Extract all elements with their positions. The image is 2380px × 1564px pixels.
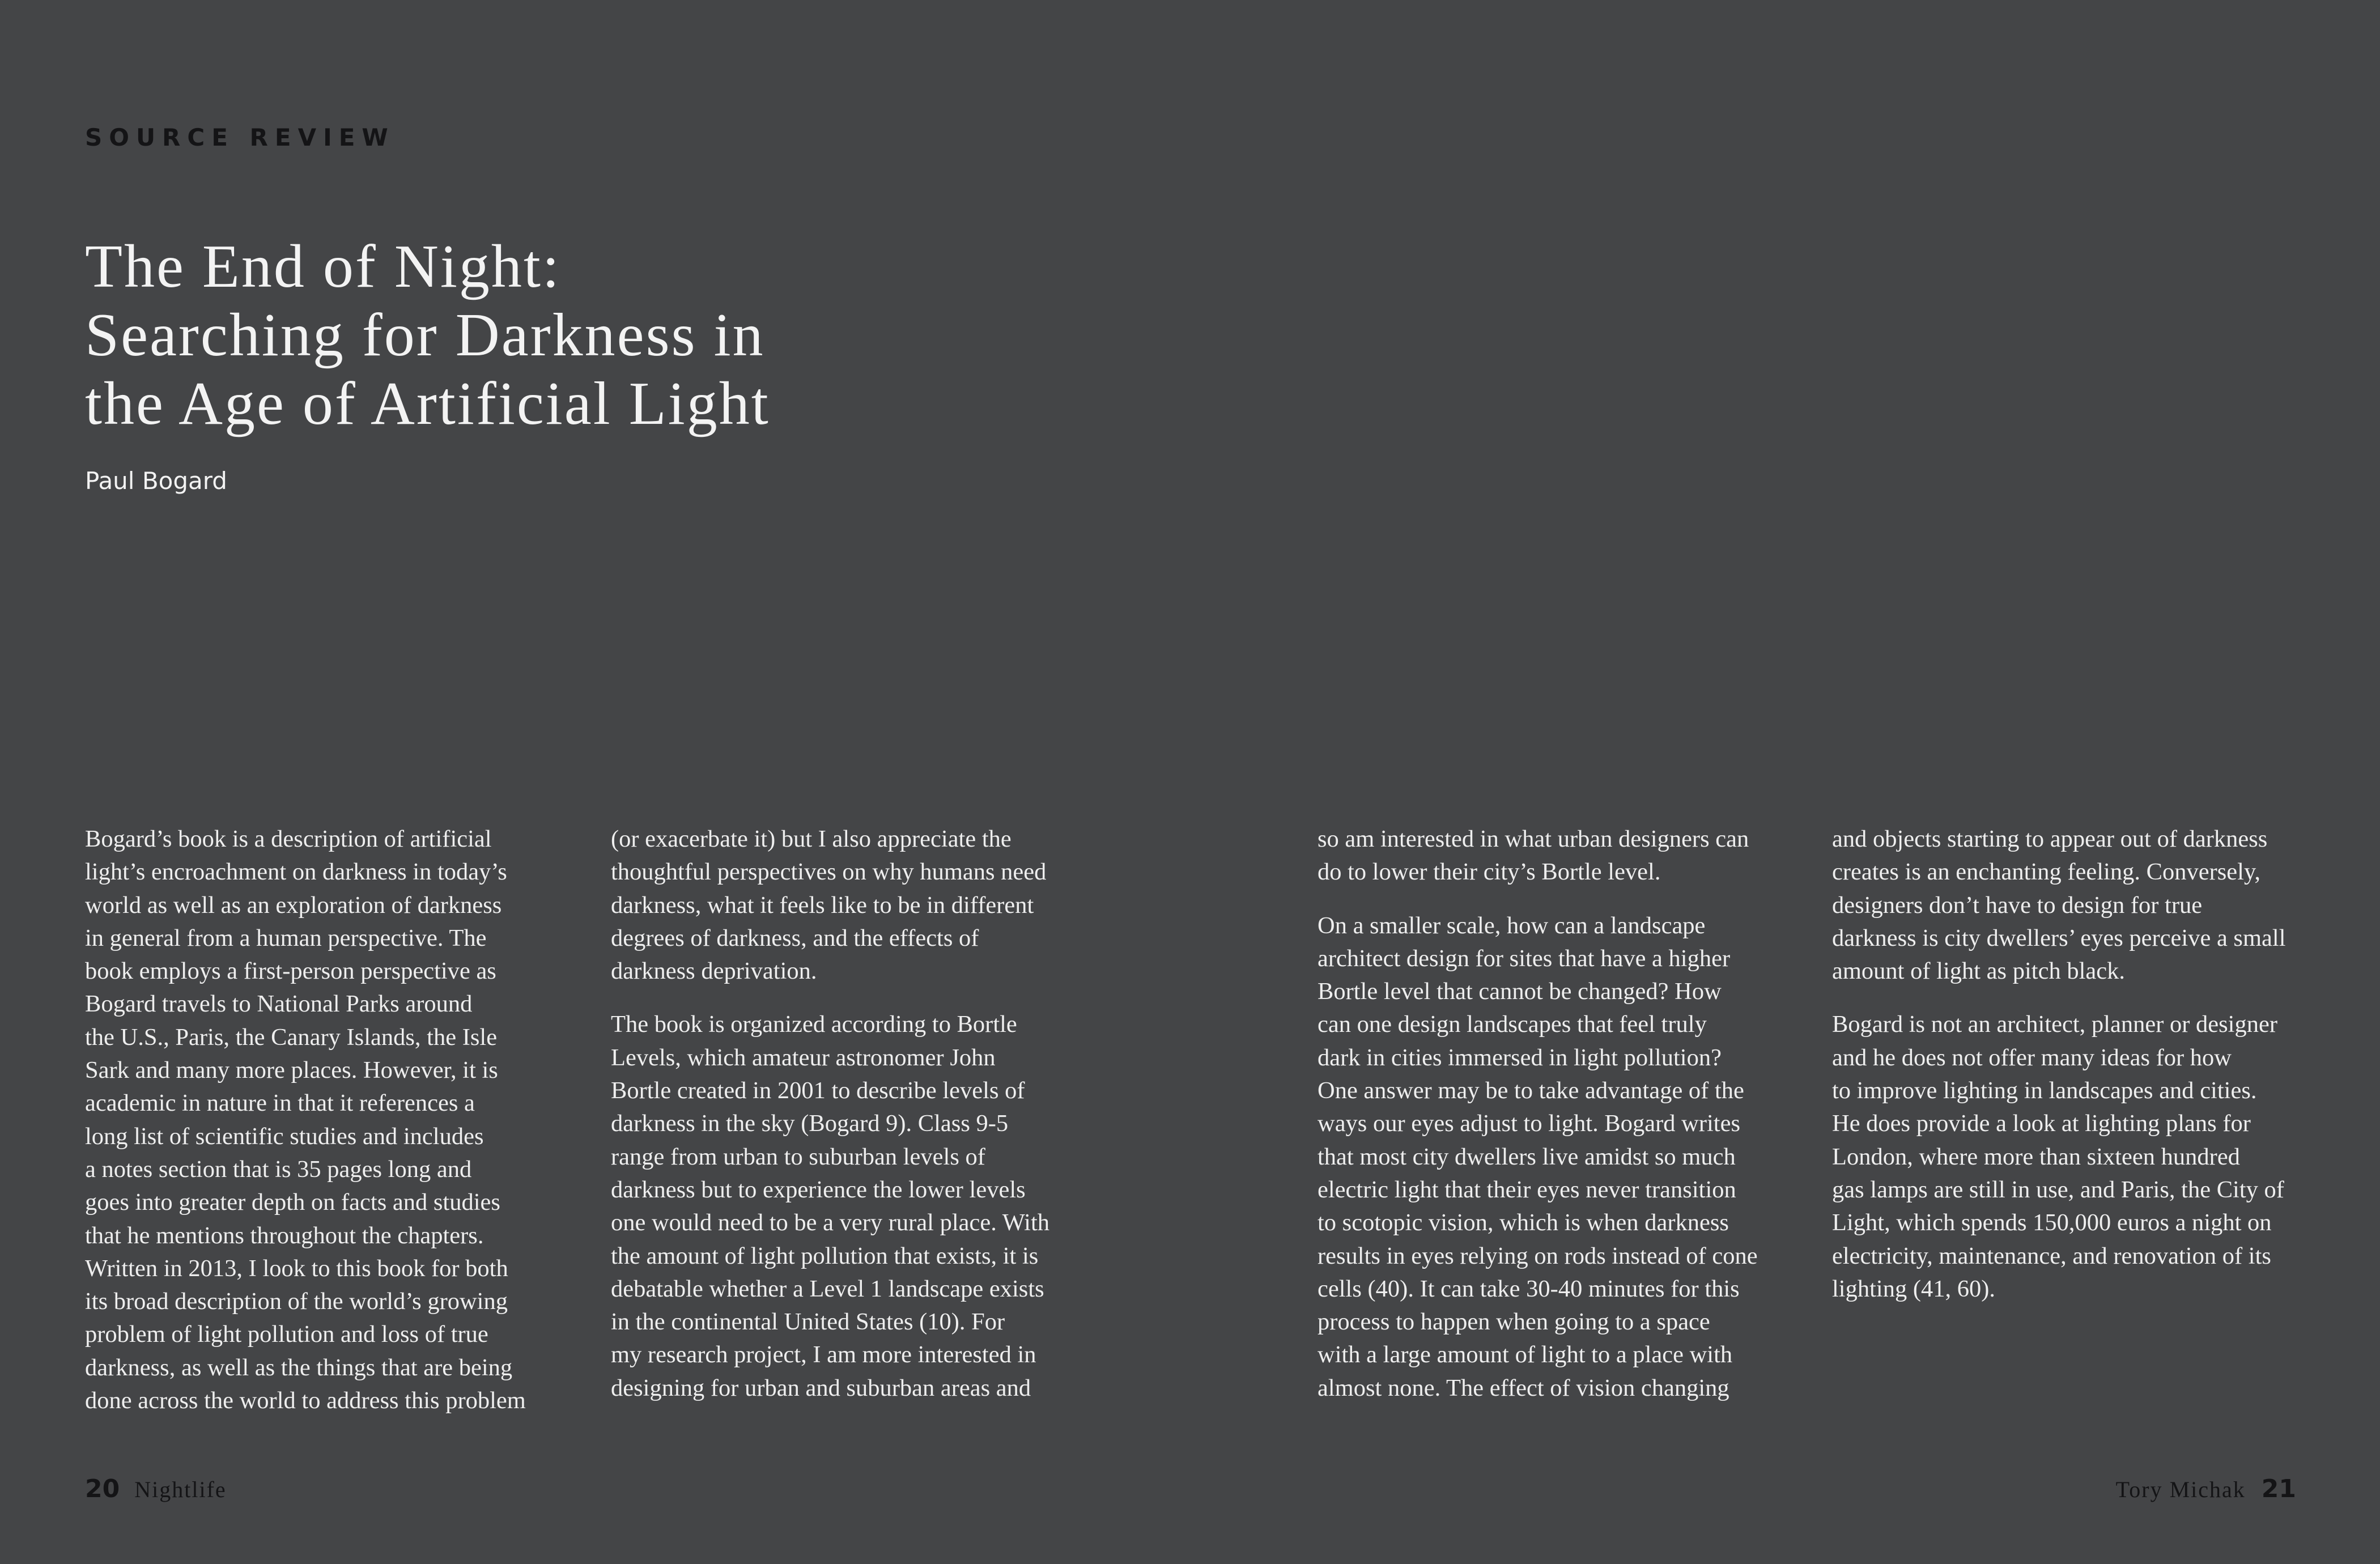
section-kicker: SOURCE REVIEW — [85, 124, 395, 151]
text-column-2 — [611, 823, 1064, 1425]
text-line: that most city dwellers live amidst so much — [1318, 1143, 1736, 1170]
text-line: the U.S., Paris, the Canary Islands, the Isle — [85, 1023, 498, 1051]
text-line: darkness in the sky (Bogard 9). Class 9-5 — [611, 1110, 1009, 1137]
text-line: (or exacerbate it) but I also appreciate the — [611, 826, 1012, 852]
page-number-right: 21 — [2261, 1474, 2296, 1503]
footer-right — [2116, 1474, 2296, 1503]
text-column-4 — [1832, 823, 2285, 1326]
text-line: electricity, maintenance, and renovation of its — [1832, 1242, 2271, 1269]
author-credit: Tory Michak — [2115, 1477, 2246, 1502]
text-line: Bogard is not an architect, planner or designer — [1832, 1011, 2277, 1038]
text-line: thoughtful perspectives on why humans need — [611, 858, 1047, 886]
article-title — [85, 232, 935, 438]
text-line: darkness is city dwellers’ eyes perceive a small — [1832, 924, 2286, 951]
text-line: in general from a human perspective. The — [85, 924, 487, 951]
text-line: to improve lighting in landscapes and cities. — [1832, 1077, 2257, 1104]
text-line: designers don’t have to design for true — [1832, 891, 2203, 919]
text-line: process to happen when going to a space — [1318, 1308, 1710, 1336]
text-line: On a smaller scale, how can a landscape — [1318, 912, 1706, 939]
paragraph — [611, 823, 1064, 988]
text-line: Bogard’s book is a description of artificial — [85, 826, 492, 852]
text-line: book employs a first-person perspective as — [85, 958, 496, 985]
text-line: academic in nature in that it references a — [85, 1090, 475, 1117]
text-line: darkness, what it feels like to be in different — [611, 891, 1034, 919]
text-line: results in eyes relying on rods instead of cone — [1318, 1242, 1758, 1269]
paragraph — [1318, 823, 1771, 889]
text-line: Light, which spends 150,000 euros a night on — [1832, 1209, 2272, 1236]
text-line: one would need to be a very rural place. With — [611, 1209, 1050, 1236]
text-line: world as well as an exploration of darkness — [85, 891, 502, 919]
text-line: do to lower their city’s Bortle level. — [1318, 858, 1661, 886]
text-line: debatable whether a Level 1 landscape exists — [611, 1275, 1044, 1302]
publication-name: Nightlife — [134, 1477, 227, 1502]
text-line: range from urban to suburban levels of — [611, 1143, 985, 1170]
page-number-left: 20 — [85, 1474, 120, 1503]
text-line: problem of light pollution and loss of true — [85, 1321, 488, 1348]
text-line: and objects starting to appear out of darkness — [1832, 826, 2268, 852]
text-line: Levels, which amateur astronomer John — [611, 1044, 996, 1071]
text-line: degrees of darkness, and the effects of — [611, 924, 979, 951]
text-line: Bortle created in 2001 to describe levels of — [611, 1077, 1025, 1104]
footer-left — [85, 1474, 227, 1503]
paragraph — [611, 1008, 1064, 1405]
text-line: a notes section that is 35 pages long and — [85, 1155, 472, 1183]
text-line: Bortle level that cannot be changed? How — [1318, 978, 1722, 1005]
text-line: cells (40). It can take 30-40 minutes for this — [1318, 1275, 1740, 1302]
text-line: One answer may be to take advantage of the — [1318, 1077, 1744, 1104]
text-line: darkness but to experience the lower levels — [611, 1176, 1026, 1203]
text-line: almost none. The effect of vision changing — [1318, 1374, 1729, 1401]
article-author: Paul Bogard — [85, 467, 227, 495]
text-line: designing for urban and suburban areas and — [611, 1374, 1031, 1401]
text-line: architect design for sites that have a higher — [1318, 945, 1731, 972]
text-line: light’s encroachment on darkness in today’s — [85, 858, 507, 886]
title-line: the Age of Artificial Light — [85, 370, 770, 437]
text-line: darkness, as well as the things that are being — [85, 1354, 513, 1381]
text-line: ways our eyes adjust to light. Bogard writes — [1318, 1110, 1740, 1137]
text-line: creates is an enchanting feeling. Conversely, — [1832, 858, 2261, 886]
title-line: Searching for Darkness in — [85, 301, 765, 369]
text-line: amount of light as pitch black. — [1832, 958, 2125, 985]
text-line: that he mentions throughout the chapters. — [85, 1222, 484, 1249]
text-line: dark in cities immersed in light pollution? — [1318, 1044, 1722, 1071]
paragraph — [85, 823, 538, 1417]
text-line: electric light that their eyes never transition — [1318, 1176, 1736, 1203]
text-line: its broad description of the world’s growing — [85, 1288, 508, 1315]
text-line: He does provide a look at lighting plans for — [1832, 1110, 2251, 1137]
text-line: and he does not offer many ideas for how — [1832, 1044, 2232, 1071]
text-line: The book is organized according to Bortle — [611, 1011, 1017, 1038]
text-line: with a large amount of light to a place with — [1318, 1341, 1733, 1368]
text-line: goes into greater depth on facts and studies — [85, 1189, 500, 1216]
text-line: London, where more than sixteen hundred — [1832, 1143, 2240, 1170]
text-column-3 — [1318, 823, 1771, 1425]
text-line: can one design landscapes that feel truly — [1318, 1011, 1707, 1038]
text-line: darkness deprivation. — [611, 958, 817, 985]
text-column-1 — [85, 823, 538, 1438]
title-line: The End of Night: — [85, 233, 561, 300]
text-line: lighting (41, 60). — [1832, 1275, 1996, 1302]
text-line: in the continental United States (10). For — [611, 1308, 1005, 1336]
text-line: Written in 2013, I look to this book for both — [85, 1255, 508, 1282]
text-line: the amount of light pollution that exists, it is — [611, 1242, 1039, 1269]
text-line: Sark and many more places. However, it is — [85, 1057, 498, 1084]
paragraph — [1318, 910, 1771, 1405]
text-line: so am interested in what urban designers can — [1318, 826, 1749, 852]
paragraph — [1832, 1008, 2285, 1306]
text-line: Bogard travels to National Parks around — [85, 991, 473, 1018]
text-line: long list of scientific studies and includes — [85, 1123, 484, 1150]
text-line: to scotopic vision, which is when darkness — [1318, 1209, 1729, 1236]
paragraph — [1832, 823, 2285, 988]
text-line: my research project, I am more interested in — [611, 1341, 1036, 1368]
text-line: gas lamps are still in use, and Paris, the City of — [1832, 1176, 2284, 1203]
text-line: done across the world to address this problem — [85, 1387, 526, 1414]
